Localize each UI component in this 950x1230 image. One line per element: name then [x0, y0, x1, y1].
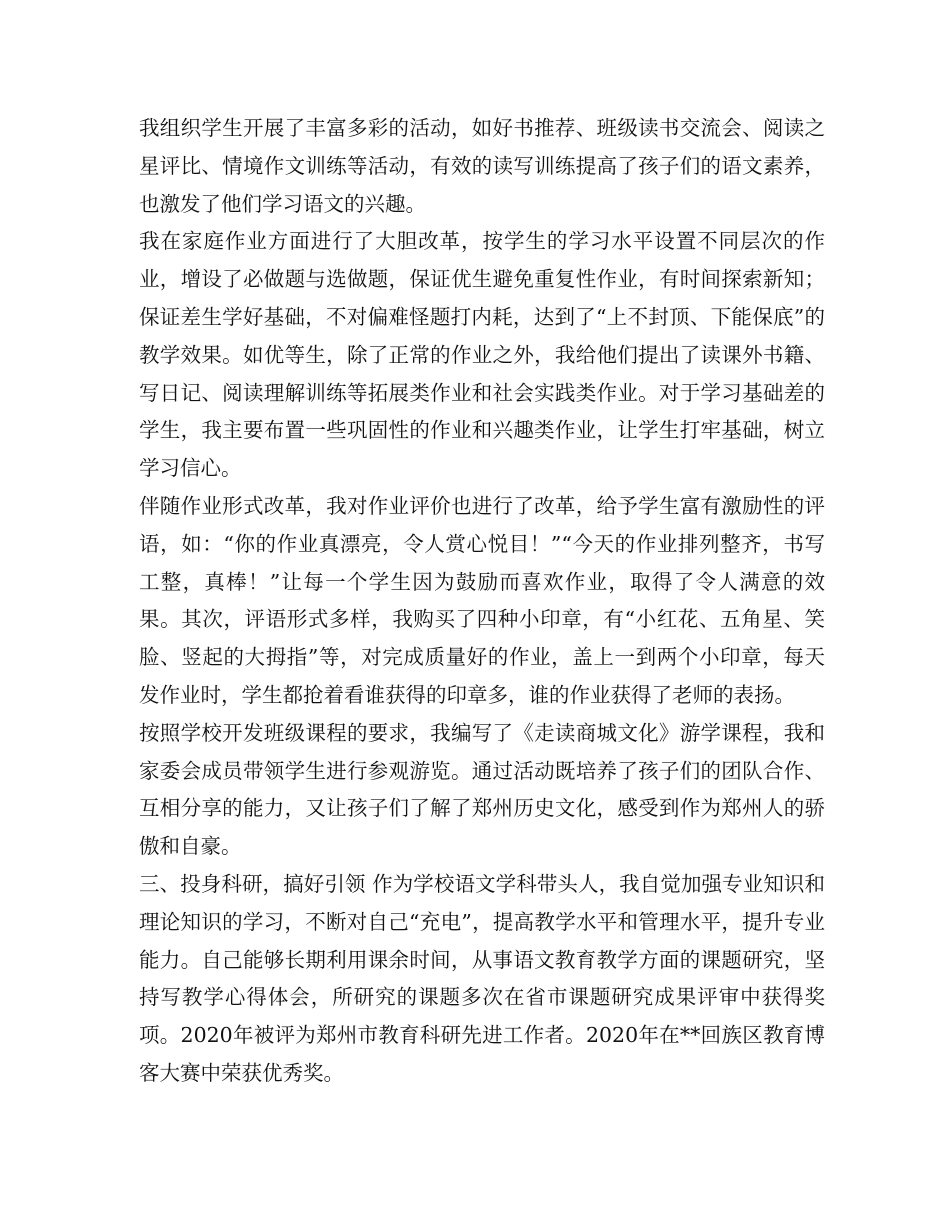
paragraph-homework-reform: 我在家庭作业方面进行了大胆改革，按学生的学习水平设置不同层次的作业，增设了必做题与选做题，保证优生避免重复性作业，有时间探索新知；保证差生学好基础，不对偏难怪题打内耗，达到了“上不封顶、下能保底”的教学效果。如优等生，除了正常的作业之外，我给他们提出了读课外书籍、写日记、阅读理解训练等拓展类作业和社会实践类作业。对于学习基础差的学生，我主要布置一些巩固性的作业和兴趣类作业，让学生打牢基础，树立学习信心。 [139, 229, 825, 481]
paragraph-class-curriculum: 按照学校开发班级课程的要求，我编写了《走读商城文化》游学课程，我和家委会成员带领学生进行参观游览。通过活动既培养了孩子们的团队合作、互相分享的能力，又让孩子们了解了郑州历史文化，感受到作为郑州人的骄傲和自豪。 [139, 720, 825, 859]
paragraph-homework-evaluation: 伴随作业形式改革，我对作业评价也进行了改革，给予学生富有激励性的评语，如：“你的作业真漂亮，令人赏心悦目！”“今天的作业排列整齐，书写工整，真棒！”让每一个学生因为鼓励而喜欢作业，取得了令人满意的效果。其次，评语形式多样，我购买了四种小印章，有“小红花、五角星、笑脸、竖起的大拇指”等，对完成质量好的作业，盖上一到两个小印章，每天发作业时，学生都抢着看谁获得的印章多，谁的作业获得了老师的表扬。 [139, 493, 825, 707]
paragraph-reading-activities: 我组织学生开展了丰富多彩的活动，如好书推荐、班级读书交流会、阅读之星评比、情境作文训练等活动，有效的读写训练提高了孩子们的语文素养，也激发了他们学习语文的兴趣。 [139, 116, 825, 216]
paragraph-research-leadership: 三、投身科研，搞好引领 作为学校语文学科带头人，我自觉加强专业知识和理论知识的学习，不断对自己“充电”，提高教学水平和管理水平，提升专业能力。自己能够长期利用课余时间，从事语文教育教学方面的课题研究，坚持写教学心得体会，所研究的课题多次在省市课题研究成果评审中获得奖项。2020年被评为郑州市教育科研先进工作者。2020年在**回族区教育博客大赛中荣获优秀奖。 [139, 871, 825, 1085]
document-body [139, 110, 825, 1093]
